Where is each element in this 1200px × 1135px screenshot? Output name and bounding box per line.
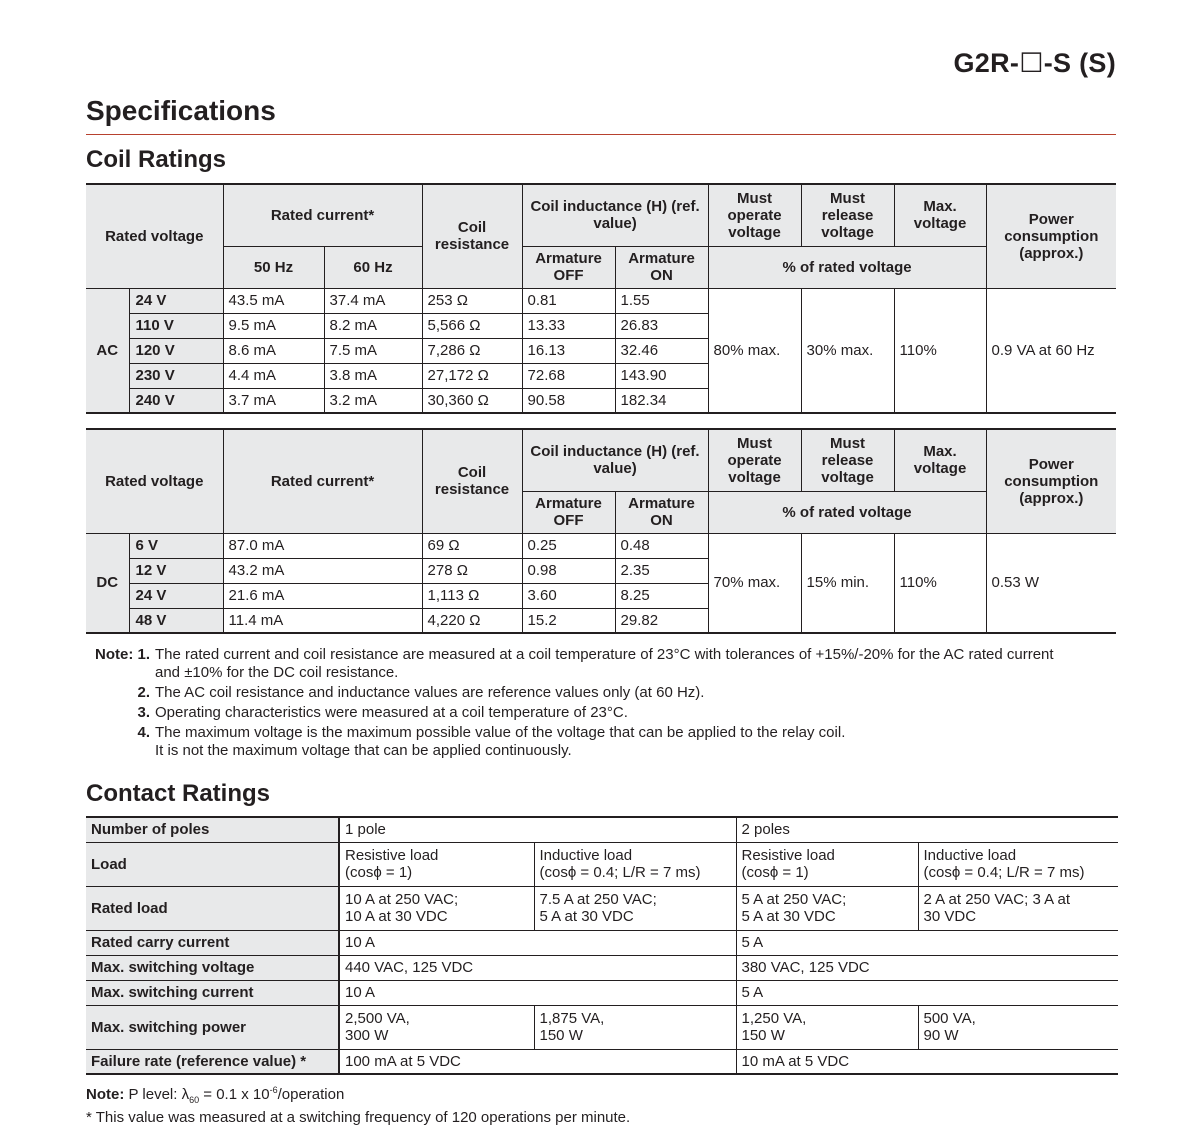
note-number: 1.	[137, 646, 150, 663]
note-number: 2.	[137, 684, 150, 701]
failure-rate-2pole: 10 mA at 5 VDC	[736, 1049, 1118, 1074]
header-power-consumption: Power consumption (approx.)	[986, 429, 1116, 533]
contact-ratings-title: Contact Ratings	[86, 780, 271, 807]
header-must-operate: Must operate voltage	[708, 184, 801, 246]
dc-voltage-cell: 12 V	[129, 558, 223, 583]
row-label-max-switching-power: Max. switching power	[86, 1005, 339, 1049]
ac-armature-on: 182.34	[615, 388, 708, 413]
max-switching-current-2pole: 5 A	[736, 980, 1118, 1005]
ac-voltage-cell: 240 V	[129, 388, 223, 413]
max-switching-voltage-1pole: 440 VAC, 125 VDC	[339, 955, 736, 980]
ac-voltage-cell: 24 V	[129, 288, 223, 313]
header-coil-inductance: Coil inductance (H) (ref. value)	[522, 184, 708, 246]
dc-armature-off: 3.60	[522, 583, 615, 608]
max-power-1pole-inductive: 1,875 VA, 150 W	[534, 1005, 736, 1049]
note-text: The maximum voltage is the maximum possible value of the voltage that can be applied to the relay coil.	[155, 724, 846, 741]
ac-voltage-cell: 230 V	[129, 363, 223, 388]
dc-rated-current: 43.2 mA	[223, 558, 422, 583]
header-armature-off: Armature OFF	[522, 246, 615, 288]
ac-armature-on: 32.46	[615, 338, 708, 363]
header-max-voltage: Max. voltage	[894, 184, 986, 246]
note-item	[86, 646, 1126, 682]
ac-power-consumption: 0.9 VA at 60 Hz	[986, 288, 1116, 413]
ac-coil-resistance: 30,360 Ω	[422, 388, 522, 413]
dc-armature-on: 0.48	[615, 533, 708, 558]
row-label-failure-rate: Failure rate (reference value) *	[86, 1049, 339, 1074]
load-2pole-inductive: Inductive load (cosϕ = 0.4; L/R = 7 ms)	[918, 842, 1118, 886]
ac-max-voltage: 110%	[894, 288, 986, 413]
contact-note-line2: * This value was measured at a switching frequency of 120 operations per minute.	[86, 1109, 631, 1126]
ac-must-operate: 80% max.	[708, 288, 801, 413]
ac-coil-resistance: 7,286 Ω	[422, 338, 522, 363]
carry-current-1pole: 10 A	[339, 930, 736, 955]
ac-voltage-cell: 110 V	[129, 313, 223, 338]
header-armature-on: Armature ON	[615, 246, 708, 288]
ac-group-label: AC	[86, 288, 129, 413]
ac-current-60hz: 7.5 mA	[324, 338, 422, 363]
dc-armature-off: 0.25	[522, 533, 615, 558]
header-rated-current: Rated current*	[223, 429, 422, 533]
ac-current-50hz: 4.4 mA	[223, 363, 324, 388]
contact-ratings-table	[86, 816, 1118, 1075]
ac-current-60hz: 3.8 mA	[324, 363, 422, 388]
max-switching-voltage-2pole: 380 VAC, 125 VDC	[736, 955, 1118, 980]
ac-current-50hz: 8.6 mA	[223, 338, 324, 363]
row-label-poles: Number of poles	[86, 817, 339, 842]
header-rated-current: Rated current*	[223, 184, 422, 246]
dc-rated-current: 87.0 mA	[223, 533, 422, 558]
dc-armature-on: 2.35	[615, 558, 708, 583]
max-power-2pole-resistive: 1,250 VA, 150 W	[736, 1005, 918, 1049]
ac-current-50hz: 43.5 mA	[223, 288, 324, 313]
note-text-continued: and ±10% for the DC coil resistance.	[155, 664, 399, 681]
ac-armature-on: 143.90	[615, 363, 708, 388]
row-label-max-switching-current: Max. switching current	[86, 980, 339, 1005]
rated-load-2pole-inductive: 2 A at 250 VAC; 3 A at 30 VDC	[918, 886, 1118, 930]
header-coil-resistance: Coil resistance	[422, 184, 522, 288]
ac-armature-off: 13.33	[522, 313, 615, 338]
note-item	[86, 704, 1126, 722]
ac-current-50hz: 9.5 mA	[223, 313, 324, 338]
dc-coil-table	[86, 428, 1116, 634]
ac-current-60hz: 3.2 mA	[324, 388, 422, 413]
note-label: Note:	[94, 646, 134, 663]
poles-2: 2 poles	[736, 817, 1118, 842]
dc-voltage-cell: 48 V	[129, 608, 223, 633]
dc-armature-off: 15.2	[522, 608, 615, 633]
dc-armature-on: 29.82	[615, 608, 708, 633]
note-number: 4.	[137, 724, 150, 741]
row-label-rated-load: Rated load	[86, 886, 339, 930]
dc-armature-on: 8.25	[615, 583, 708, 608]
note-text-continued: It is not the maximum voltage that can be applied continuously.	[155, 742, 572, 759]
ac-coil-resistance: 5,566 Ω	[422, 313, 522, 338]
note-text: The AC coil resistance and inductance values are reference values only (at 60 Hz).	[155, 684, 705, 701]
dc-coil-resistance: 1,113 Ω	[422, 583, 522, 608]
poles-1: 1 pole	[339, 817, 736, 842]
max-power-1pole-resistive: 2,500 VA, 300 W	[339, 1005, 534, 1049]
title-divider	[86, 134, 1116, 135]
header-must-release: Must release voltage	[801, 429, 894, 491]
ac-armature-on: 1.55	[615, 288, 708, 313]
ac-must-release: 30% max.	[801, 288, 894, 413]
header-must-operate: Must operate voltage	[708, 429, 801, 491]
dc-coil-resistance: 4,220 Ω	[422, 608, 522, 633]
ac-armature-off: 0.81	[522, 288, 615, 313]
ac-armature-on: 26.83	[615, 313, 708, 338]
row-label-carry-current: Rated carry current	[86, 930, 339, 955]
note-number: 3.	[137, 704, 150, 721]
failure-rate-1pole: 100 mA at 5 VDC	[339, 1049, 736, 1074]
header-rated-voltage: Rated voltage	[86, 429, 223, 533]
ac-voltage-cell: 120 V	[129, 338, 223, 363]
header-50hz: 50 Hz	[223, 246, 324, 288]
ac-coil-resistance: 27,172 Ω	[422, 363, 522, 388]
dc-voltage-cell: 6 V	[129, 533, 223, 558]
dc-rated-current: 21.6 mA	[223, 583, 422, 608]
dc-armature-off: 0.98	[522, 558, 615, 583]
header-armature-on: Armature ON	[615, 491, 708, 533]
max-power-2pole-inductive: 500 VA, 90 W	[918, 1005, 1118, 1049]
header-must-release: Must release voltage	[801, 184, 894, 246]
header-pct-rated-voltage: % of rated voltage	[708, 491, 986, 533]
dc-must-release: 15% min.	[801, 533, 894, 633]
header-60hz: 60 Hz	[324, 246, 422, 288]
ac-current-60hz: 37.4 mA	[324, 288, 422, 313]
note-text: The rated current and coil resistance are measured at a coil temperature of 23°C with tolerances of +15%/-20% for the AC rated current	[155, 646, 1054, 663]
note-text: Operating characteristics were measured at a coil temperature of 23°C.	[155, 704, 628, 721]
dc-coil-resistance: 69 Ω	[422, 533, 522, 558]
ac-armature-off: 72.68	[522, 363, 615, 388]
header-coil-resistance: Coil resistance	[422, 429, 522, 533]
dc-power-consumption: 0.53 W	[986, 533, 1116, 633]
load-1pole-resistive: Resistive load (cosϕ = 1)	[339, 842, 534, 886]
dc-rated-current: 11.4 mA	[223, 608, 422, 633]
carry-current-2pole: 5 A	[736, 930, 1118, 955]
ac-armature-off: 16.13	[522, 338, 615, 363]
row-label-max-switching-voltage: Max. switching voltage	[86, 955, 339, 980]
contact-notes	[86, 1081, 1126, 1127]
dc-max-voltage: 110%	[894, 533, 986, 633]
coil-notes	[86, 646, 1126, 762]
note-item	[86, 684, 1126, 702]
contact-note-line1: Note: P level: $\lambda_{60} = 0.1$ x $10^{-6}$/operation	[86, 1085, 345, 1105]
ac-coil-resistance: 253 Ω	[422, 288, 522, 313]
max-switching-current-1pole: 10 A	[339, 980, 736, 1005]
header-coil-inductance: Coil inductance (H) (ref. value)	[522, 429, 708, 491]
ac-armature-off: 90.58	[522, 388, 615, 413]
header-rated-voltage: Rated voltage	[86, 184, 223, 288]
rated-load-1pole-resistive: 10 A at 250 VAC; 10 A at 30 VDC	[339, 886, 534, 930]
header-max-voltage: Max. voltage	[894, 429, 986, 491]
header-armature-off: Armature OFF	[522, 491, 615, 533]
note-item	[86, 724, 1126, 760]
ac-coil-table	[86, 183, 1116, 414]
load-2pole-resistive: Resistive load (cosϕ = 1)	[736, 842, 918, 886]
header-pct-rated-voltage: % of rated voltage	[708, 246, 986, 288]
model-number: G2R-☐-S (S)	[953, 48, 1116, 78]
rated-load-1pole-inductive: 7.5 A at 250 VAC; 5 A at 30 VDC	[534, 886, 736, 930]
dc-group-label: DC	[86, 533, 129, 633]
row-label-load: Load	[86, 842, 339, 886]
note-label: Note:	[86, 1086, 125, 1103]
page-title: Specifications	[86, 95, 276, 126]
dc-must-operate: 70% max.	[708, 533, 801, 633]
load-1pole-inductive: Inductive load (cosϕ = 0.4; L/R = 7 ms)	[534, 842, 736, 886]
rated-load-2pole-resistive: 5 A at 250 VAC; 5 A at 30 VDC	[736, 886, 918, 930]
dc-voltage-cell: 24 V	[129, 583, 223, 608]
ac-current-60hz: 8.2 mA	[324, 313, 422, 338]
coil-ratings-title: Coil Ratings	[86, 146, 227, 173]
dc-coil-resistance: 278 Ω	[422, 558, 522, 583]
ac-current-50hz: 3.7 mA	[223, 388, 324, 413]
header-power-consumption: Power consumption (approx.)	[986, 184, 1116, 288]
